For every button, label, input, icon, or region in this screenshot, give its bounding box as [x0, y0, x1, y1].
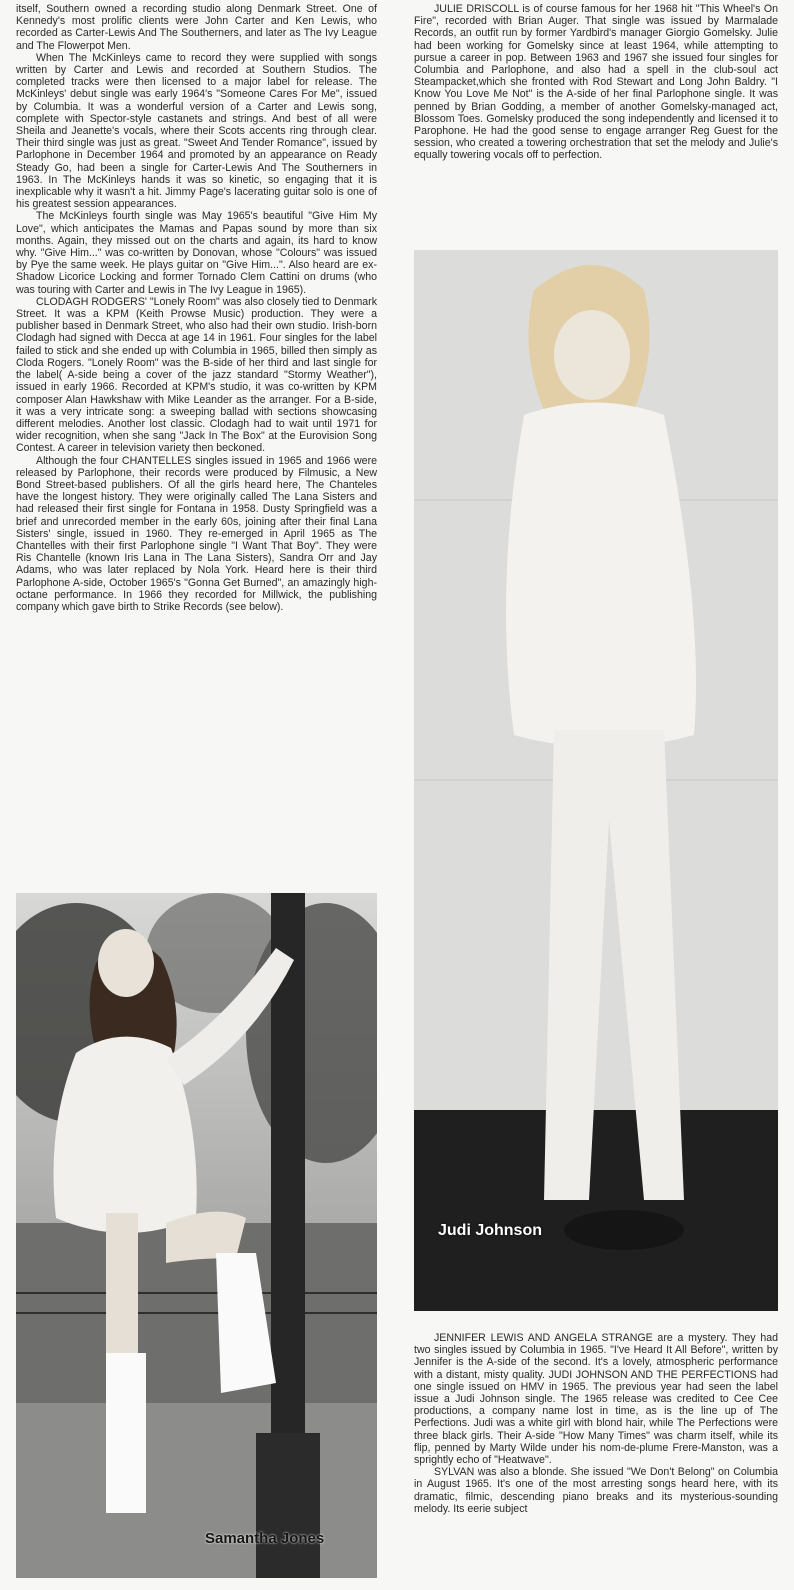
left-column-text — [16, 3, 377, 881]
paragraph: itself, Southern owned a recording studio along Denmark Street. One of Kennedy's most prolific clients were John Carter and Ken Lewis, who recorded as Carter-Lewis And The Southerners, and later as The Ivy League and The Flowerpot Men. — [16, 3, 377, 52]
paragraph: Although the four CHANTELLES singles issued in 1965 and 1966 were released by Parlophone, their records were produced by Filmusic, a New Bond Street-based publishers. Of all the girls heard here, The Chanteles have the longest history. They were originally called The Lana Sisters and had released their first single for Fontana in 1958. Dusty Springfield was a brief and unrecorded member in the early 60s, joining after their final Lana Sisters' single, issued in 1960. They re-emerged in April 1965 as The Chantelles with their first Parlophone single "I Want That Boy". They were Ris Chantelle (known Iris Lana in The Lana Sisters), Sandra Orr and Jay Adams, who was later replaced by Nola York. Heard here is their third Parlophone A-side, October 1965's "Gonna Get Burned", an amazingly high-octane performance. In 1966 they recorded for Millwick, the publishing company which gave birth to Strike Records (see below). — [16, 454, 377, 613]
right-column-text-bottom — [414, 1332, 778, 1590]
paragraph: The McKinleys fourth single was May 1965's beautiful "Give Him My Love", which anticipates the Mamas and Papas sound by more than six months. Again, they missed out on the charts and again, its hard to know why. "Give Him..." was co-written by Donovan, whose "Colours" was issued by Pye the same week. He plays guitar on "Give Him...". Also heard are ex-Shadow Licorice Locking and former Tornado Clem Cattini on drums (who was touring with Carter and Lewis in The Ivy League in 1965). — [16, 210, 377, 296]
paragraph: CLODAGH RODGERS' "Lonely Room" was also closely tied to Denmark Street. It was a KPM (Keith Prowse Music) production. They were a publisher based in Denmark Street, who also had their own studio. Irish-born Clodagh had signed with Decca at age 14 in 1961. Four singles for the label failed to stick and she ended up with Columbia in 1965, billed then simply as Cloda Rogers. "Lonely Room" was the B-side of her third and last single for the label( A-side being a cover of the jazz standard "Stormy Weather"), issued in early 1966. Recorded at KPM's studio, it was co-written by KPM composer Alan Hawkshaw with Mike Leander as the arranger. For a B-side, it was a very intricate song: a sweeping ballad with sections showcasing different melodies. Another lost classic. Clodagh had to wait until 1971 for wider recognition, when she sang "Jack In The Box" at the Eurovision Song Contest. A career in television variety then beckoned. — [16, 295, 378, 455]
photo-caption: Samantha Jones — [205, 1530, 325, 1547]
photo-caption: Judi Johnson — [438, 1222, 542, 1239]
paragraph: JULIE DRISCOLL is of course famous for her 1968 hit "This Wheel's On Fire", recorded with Brian Auger. That single was issued by Marmalade Records, an outfit run by former Yardbird's manager Giorgio Gomelsky. Julie had been working for Gomelsky since at least 1964, while attempting to pursue a career in pop. Between 1963 and 1967 she issued four singles for Columbia and Parlophone, and also had a spell in the club-soul act Steampacket,which she fronted with Rod Stewart and Long John Baldry. "I Know You Love Me Not" is the A-side of her final Parlophone single. It was penned by Brian Godding, a member of another Gomelsky-managed act, Blossom Toes. Gomelsky produced the song independently and licensed it to Parophone. He had the good sense to engage arranger Reg Guest for the session, who created a towering orchestration that set the melody and Julie's equally towering vocals off to perfection. — [414, 3, 778, 162]
paragraph: SYLVAN was also a blonde. She issued "We Don't Belong" on Columbia in August 1965. It's one of the most arresting songs heard here, with its dramatic, filmic, descending piano breaks and its mysterious-sounding melody. Its eerie subject — [414, 1466, 778, 1515]
judi-johnson-photo — [414, 250, 778, 1311]
right-column-text-top — [414, 3, 778, 241]
paragraph: JENNIFER LEWIS AND ANGELA STRANGE are a mystery. They had two singles issued by Columbia in 1965. "I've Heard It All Before", written by Jennifer is the A-side of the second. It's a lovely, atmospheric performance with a distant, misty quality. JUDI JOHNSON AND THE PERFECTIONS had one single issued on HMV in 1965. The previous year had seen the label issue a Judi Johnson single. The 1965 release was credited to Cee Cee productions, a company name lost in time, as is the line up of The Perfections. Judi was a white girl with blond hair, while The Perfections were three black girls. Their A-side "How Many Times" was charm itself, while its flip, penned by Marty Wilde under his nom-de-plume Frere-Manston, was a sprightly echo of "Heatwave". — [414, 1332, 778, 1467]
paragraph: When The McKinleys came to record they were supplied with songs written by Carter and Lewis and recorded at Southern Studios. The completed tracks were then licensed to a major label for release. The McKinleys' debut single was early 1964's "Someone Cares For Me", issued by Columbia. It was a wonderful version of a Carter and Lewis song, complete with Spector-style castanets and strings. And best of all were Sheila and Jeanette's vocals, where their Scots accents ring through clear. Their third single was just as great. "Sweet And Tender Romance", issued by Parlophone in December 1964 and promoted by an appearance on Ready Steady Go, had been a single for Carter-Lewis And The Southerners in 1963. In The McKinleys hands it was so kinetic, so engaging that it is inexplicable why it wasn't a hit. Jimmy Page's lacerating guitar solo is one of his greatest session appearances. — [16, 51, 377, 211]
samantha-jones-photo — [16, 893, 377, 1578]
